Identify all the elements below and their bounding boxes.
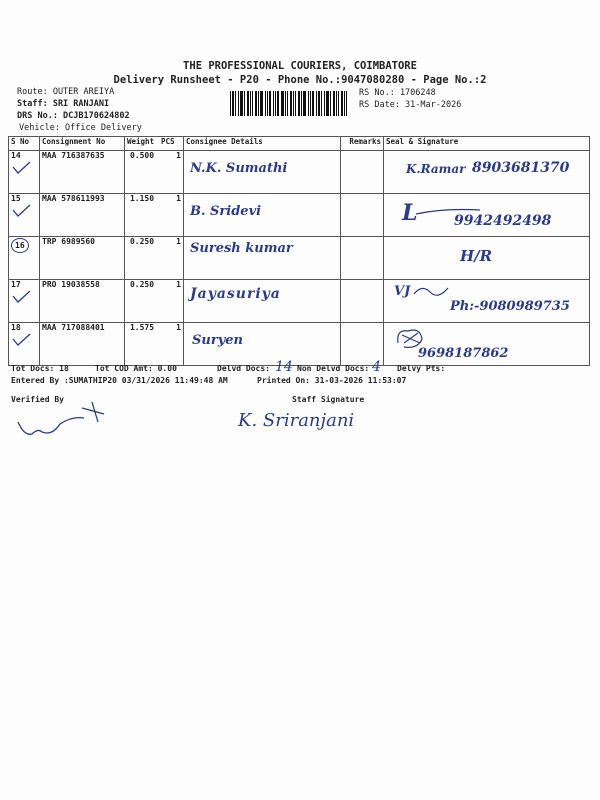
sno-value: 14 [11,151,21,160]
sno-value: 18 [11,323,21,332]
barcode-bar [310,91,311,116]
weight: 1.575 [125,323,160,366]
consignee-handwriting: Suresh kumar [190,241,293,256]
barcode-bar [301,91,302,116]
barcode-bar [303,91,306,116]
barcode-bar [255,91,257,116]
barcode-bar [269,91,271,116]
consignee-details [184,280,341,323]
consignment-no: MAA 717088401 [40,323,125,366]
checkmark-icon [10,161,32,175]
barcode-bar [247,91,249,116]
barcode-bar [244,91,245,116]
consignee-details [184,323,341,366]
rs-date: RS Date: 31-Mar-2026 [359,100,462,110]
verifier-signature [12,398,112,440]
barcode-bar [344,91,345,116]
signature-stroke [412,284,452,298]
consignee-handwriting: B. Sridevi [190,204,262,219]
status-handwriting: H/R [460,247,493,265]
signature-handwriting: VJ [394,284,411,299]
drs-label: DRS No.: DCJB170624802 [17,111,130,121]
total-docs: Tot Docs: 18 [11,364,69,373]
col-remarks: Remarks [341,137,384,151]
weight: 1.150 [125,194,160,237]
staff-signature-label: Staff Signature [292,395,365,404]
barcode-bar [273,91,274,116]
vehicle-label: Vehicle: Office Delivery [19,123,142,133]
remarks [341,237,384,280]
weight: 0.250 [125,280,160,323]
barcode-bar [252,91,253,116]
barcode-bar [338,91,339,116]
row-sno [9,280,40,323]
barcode [230,91,356,116]
barcode-bar [230,91,231,116]
consignment-no: MAA 716387635 [40,151,125,194]
barcode-bar [285,91,286,116]
seal-signature [384,237,590,280]
consignee-details [184,194,341,237]
route-label: Route: OUTER AREIYA [17,87,115,97]
col-seal-signature: Seal & Signature [384,137,590,151]
barcode-bar [298,91,300,116]
barcode-bar [290,91,292,116]
remarks [341,194,384,237]
checkmark-icon [10,290,32,304]
barcode-bar [240,91,243,116]
signature-handwriting: L [402,200,418,226]
barcode-bar [341,91,343,116]
seal-signature [384,280,590,323]
checkmark-icon [10,333,32,347]
consignee-handwriting: N.K. Sumathi [190,161,288,176]
table-row [9,151,590,194]
runsheet-subtitle: Delivery Runsheet - P20 - Phone No.:9047080280 - Page No.:2 [113,74,487,86]
phone-handwriting: 8903681370 [472,160,570,176]
verified-by-label: Verified By [11,395,64,404]
barcode-bar [287,91,288,116]
barcode-bar [318,91,320,116]
col-sno: S No [9,137,40,151]
table-row [9,194,590,237]
pcs: 1 [159,194,184,237]
barcode-bar [258,91,259,116]
entered-by: Entered By :SUMATHIP20 03/31/2026 11:49:48 AM [11,376,228,385]
signature-handwriting: K.Ramar [406,162,466,176]
seal-signature [384,194,590,237]
table-row [9,323,590,366]
sno-value: 15 [11,194,21,203]
barcode-bar [326,91,329,116]
barcode-bar [238,91,239,116]
pcs: 1 [159,237,184,280]
staff-signature-handwriting: K. Sriranjani [238,410,355,431]
sno-value: 16 [11,238,29,253]
remarks [341,280,384,323]
barcode-bar [275,91,276,116]
barcode-bar [232,91,234,116]
consignee-handwriting: Suryen [192,333,243,348]
seal-signature [384,323,590,366]
phone-handwriting: 9942492498 [454,213,552,229]
barcode-bar [321,91,322,116]
barcode-bar [316,91,317,116]
seal-signature [384,151,590,194]
consignee-handwriting: Jayasuriya [190,286,281,302]
barcode-bar [336,91,337,116]
barcode-bar [295,91,296,116]
phone-handwriting: 9698187862 [418,346,509,361]
table-row [9,280,590,323]
checkmark-icon [10,204,32,218]
phone-handwriting: Ph:-9080989735 [450,299,570,314]
delivered-docs-value: 14 [275,359,293,375]
row-sno [9,151,40,194]
weight: 0.500 [125,151,160,194]
consignment-no: MAA 578611993 [40,194,125,237]
delivered-docs-label: Delvd Docs: [217,364,270,373]
barcode-bar [267,91,268,116]
barcode-bar [312,91,314,116]
rs-number: RS No.: 1706248 [359,88,436,98]
row-sno [9,237,40,280]
runsheet-table [8,136,590,366]
sno-value: 17 [11,280,21,289]
consignment-no: TRP 6989560 [40,237,125,280]
pcs: 1 [159,323,184,366]
delivery-points-label: Delvy Pts: [397,364,446,373]
table-header-row [9,137,590,151]
printed-on: Printed On: 31-03-2026 11:53:07 [257,376,407,385]
barcode-bar [308,91,309,116]
barcode-bar [260,91,263,116]
consignee-details [184,151,341,194]
row-sno [9,323,40,366]
col-weight: Weight [125,137,160,151]
col-consignment: Consignment No [40,137,125,151]
barcode-bar [235,91,236,116]
pcs: 1 [159,151,184,194]
barcode-bar [346,91,347,116]
staff-label: Staff: SRI RANJANI [17,99,110,109]
non-delivered-docs-label: Non Delvd Docs: [297,364,370,373]
total-cod-amount: Tot COD Amt: 0.00 [95,364,177,373]
non-delivered-docs-value: 4 [372,359,381,375]
col-pcs: PCS [159,137,184,151]
barcode-bar [330,91,331,116]
consignee-details [184,237,341,280]
company-title: THE PROFESSIONAL COURIERS, COIMBATORE [183,60,417,72]
barcode-bar [324,91,325,116]
remarks [341,151,384,194]
row-sno [9,194,40,237]
barcode-bar [281,91,284,116]
barcode-bar [250,91,251,116]
barcode-bar [293,91,294,116]
barcode-bar [277,91,279,116]
barcode-bar [265,91,266,116]
col-consignee: Consignee Details [184,137,341,151]
consignment-no: PRO 19038558 [40,280,125,323]
barcode-bar [333,91,335,116]
table-row [9,237,590,280]
pcs: 1 [159,280,184,323]
weight: 0.250 [125,237,160,280]
